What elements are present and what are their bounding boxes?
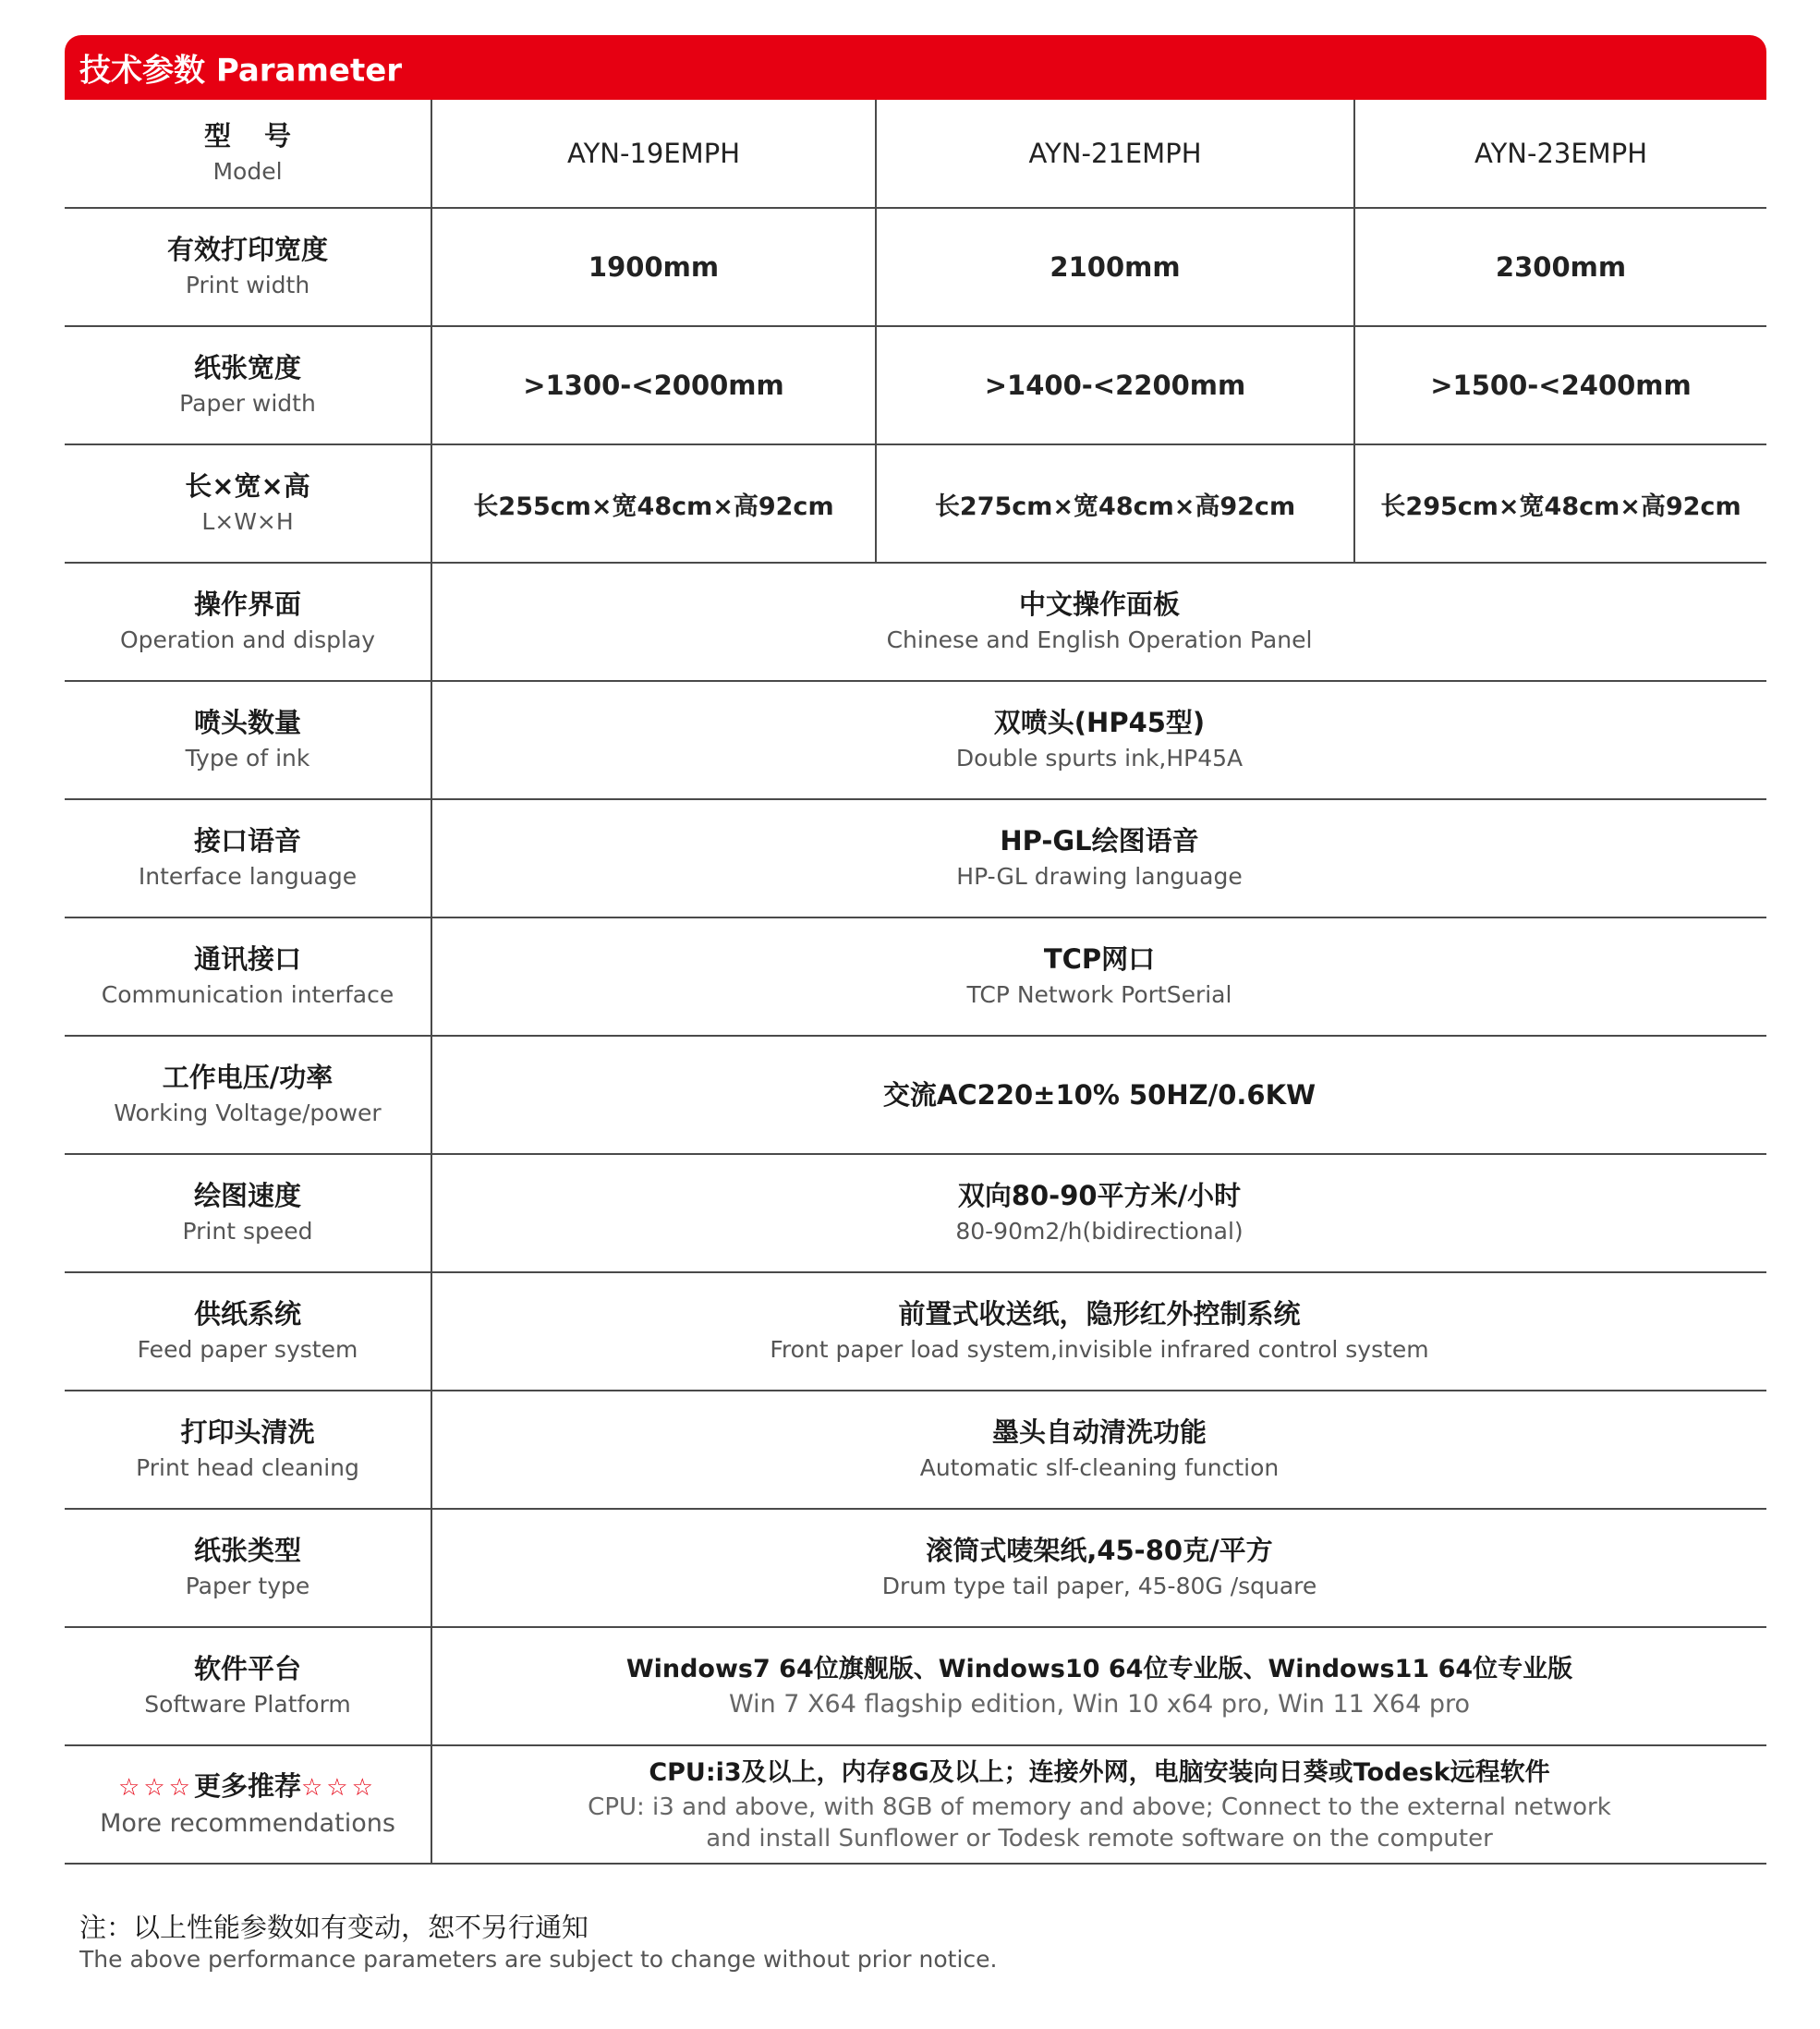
table-row-recommendations [65, 1746, 1766, 1865]
spec-value [431, 564, 1766, 680]
label-en: Print head cleaning [136, 1454, 359, 1481]
label-zh: 工作电压/功率 [162, 1062, 334, 1093]
cell-print-width-3 [1353, 209, 1766, 325]
value-zh: 双向80-90平方米/小时 [957, 1180, 1242, 1211]
label-en: Working Voltage/power [114, 1100, 382, 1126]
spec-value [431, 918, 1766, 1035]
page-title: 技术参数 Parameter [79, 52, 403, 90]
row-label [65, 1628, 431, 1744]
cell-paper-width-3 [1353, 327, 1766, 443]
model-value: AYN-21EMPH [1028, 138, 1202, 169]
value-en: Front paper load system,invisible infrared control system [770, 1336, 1429, 1363]
spec-value [431, 1628, 1766, 1744]
value-en: Win 7 X64 flagship edition, Win 10 x64 pro, Win 11 X64 pro [728, 1690, 1471, 1719]
label-en: Feed paper system [137, 1336, 358, 1363]
label-zh: 纸张类型 [193, 1535, 301, 1566]
table-row-spec [65, 1273, 1766, 1391]
value-en-line1: CPU: i3 and above, with 8GB of memory and above; Connect to the external network [588, 1793, 1611, 1821]
row-label [65, 445, 431, 562]
value-zh: 滚筒式唛架纸,45-80克/平方 [926, 1535, 1273, 1566]
model-value: AYN-19EMPH [567, 138, 740, 169]
table-row-paper-width [65, 327, 1766, 445]
value-zh: 前置式收送纸，隐形红外控制系统 [898, 1298, 1301, 1330]
label-en: Paper type [185, 1573, 310, 1599]
cell-model-1 [431, 100, 875, 207]
print-width-value: 1900mm [588, 251, 720, 283]
cell-print-width-2 [875, 209, 1353, 325]
label-en: Paper width [179, 390, 316, 417]
row-label [65, 1510, 431, 1626]
value-zh: 双喷头(HP45型) [993, 707, 1206, 738]
label-zh: 接口语音 [193, 825, 301, 857]
label-zh: 长×宽×高 [185, 470, 310, 502]
row-label [65, 327, 431, 443]
label-en: Print width [185, 272, 310, 298]
label-en: Operation and display [119, 626, 376, 653]
paper-width-value: >1500-<2400mm [1430, 370, 1692, 401]
print-width-value: 2100mm [1050, 251, 1181, 283]
label-en: L×W×H [201, 508, 294, 535]
row-label [65, 564, 431, 680]
paper-width-value: >1400-<2200mm [984, 370, 1246, 401]
label-en: Print speed [182, 1218, 313, 1245]
value-zh: 交流AC220±10% 50HZ/0.6KW [882, 1079, 1316, 1111]
label-zh: 操作界面 [193, 589, 301, 620]
footnote-en: The above performance parameters are subject to change without prior notice. [79, 1946, 998, 1973]
footnote-zh: 注：以上性能参数如有变动，恕不另行通知 [79, 1912, 589, 1943]
value-zh: HP-GL绘图语音 [1000, 825, 1199, 857]
cell-model-3 [1353, 100, 1766, 207]
label-en: Type of ink [185, 745, 310, 772]
value-zh: 墨头自动清洗功能 [991, 1416, 1207, 1448]
label-zh: 纸张宽度 [193, 352, 301, 383]
table-row-dimensions [65, 445, 1766, 564]
spec-value [431, 1155, 1766, 1271]
value-en: Chinese and English Operation Panel [886, 626, 1313, 653]
label-en: Interface language [138, 863, 358, 890]
label-zh: 型号 [203, 120, 324, 152]
table-row-spec [65, 564, 1766, 682]
label-zh: 绘图速度 [193, 1180, 301, 1211]
cell-paper-width-1 [431, 327, 875, 443]
spec-value [431, 1037, 1766, 1153]
spec-value [431, 1273, 1766, 1390]
label-zh: 有效打印宽度 [166, 234, 328, 265]
row-label [65, 1155, 431, 1271]
dimensions-value: 长295cm×宽48cm×高92cm [1380, 492, 1741, 521]
table-row-spec [65, 1037, 1766, 1155]
row-label [65, 682, 431, 798]
table-row-spec [65, 682, 1766, 800]
row-label [65, 1746, 431, 1863]
star-icon: ☆☆☆ [118, 1774, 194, 1802]
print-width-value: 2300mm [1495, 251, 1627, 283]
recommend-heading [118, 1768, 377, 1806]
value-en: Drum type tail paper, 45-80G /square [881, 1573, 1317, 1599]
table-row-spec [65, 918, 1766, 1037]
spec-value [431, 1391, 1766, 1508]
value-en: 80-90m2/h(bidirectional) [955, 1218, 1244, 1245]
label-zh: 更多推荐 [193, 1770, 301, 1802]
cell-model-2 [875, 100, 1353, 207]
model-value: AYN-23EMPH [1474, 138, 1647, 169]
value-en: Automatic slf-cleaning function [919, 1454, 1280, 1481]
label-en: Model [212, 158, 283, 185]
cell-paper-width-2 [875, 327, 1353, 443]
row-label [65, 100, 431, 207]
cell-print-width-1 [431, 209, 875, 325]
label-zh: 通讯接口 [193, 943, 301, 975]
row-label [65, 1037, 431, 1153]
value-en: HP-GL drawing language [956, 863, 1243, 890]
cell-dimensions-2 [875, 445, 1353, 562]
row-label [65, 209, 431, 325]
value-zh: CPU:i3及以上，内存8G及以上；连接外网，电脑安装向日葵或Todesk远程软件 [649, 1758, 1550, 1787]
value-en-line2: and install Sunflower or Todesk remote software on the computer [706, 1825, 1493, 1853]
label-zh: 供纸系统 [193, 1298, 301, 1330]
table-row-print-width [65, 209, 1766, 327]
label-en: Communication interface [101, 981, 394, 1008]
cell-dimensions-1 [431, 445, 875, 562]
spec-value [431, 682, 1766, 798]
table-row-spec [65, 1628, 1766, 1746]
value-en: TCP Network PortSerial [966, 981, 1232, 1008]
label-zh: 喷头数量 [193, 707, 301, 738]
label-zh: 软件平台 [193, 1653, 301, 1684]
row-label [65, 918, 431, 1035]
row-label [65, 800, 431, 917]
label-en: More recommendations [100, 1809, 395, 1838]
cell-dimensions-3 [1353, 445, 1766, 562]
value-zh: 中文操作面板 [1018, 589, 1180, 620]
dimensions-value: 长255cm×宽48cm×高92cm [473, 492, 834, 521]
table-row-spec [65, 1155, 1766, 1273]
header-bar [65, 35, 1766, 100]
row-label [65, 1391, 431, 1508]
spec-value [431, 1746, 1766, 1863]
table-row-spec [65, 800, 1766, 918]
label-zh: 打印头清洗 [180, 1416, 315, 1448]
dimensions-value: 长275cm×宽48cm×高92cm [934, 492, 1296, 521]
value-zh: Windows7 64位旗舰版、Windows10 64位专业版、Windows11 64位专业版 [625, 1655, 1573, 1683]
paper-width-value: >1300-<2000mm [523, 370, 784, 401]
spec-table [65, 100, 1766, 1865]
row-label [65, 1273, 431, 1390]
spec-value [431, 1510, 1766, 1626]
label-en: Software Platform [144, 1691, 351, 1718]
star-icon: ☆☆☆ [301, 1774, 377, 1802]
value-zh: TCP网口 [1043, 943, 1156, 975]
table-row-spec [65, 1510, 1766, 1628]
table-row-spec [65, 1391, 1766, 1510]
table-row-model [65, 100, 1766, 209]
spec-value [431, 800, 1766, 917]
value-en: Double spurts ink,HP45A [955, 745, 1244, 772]
